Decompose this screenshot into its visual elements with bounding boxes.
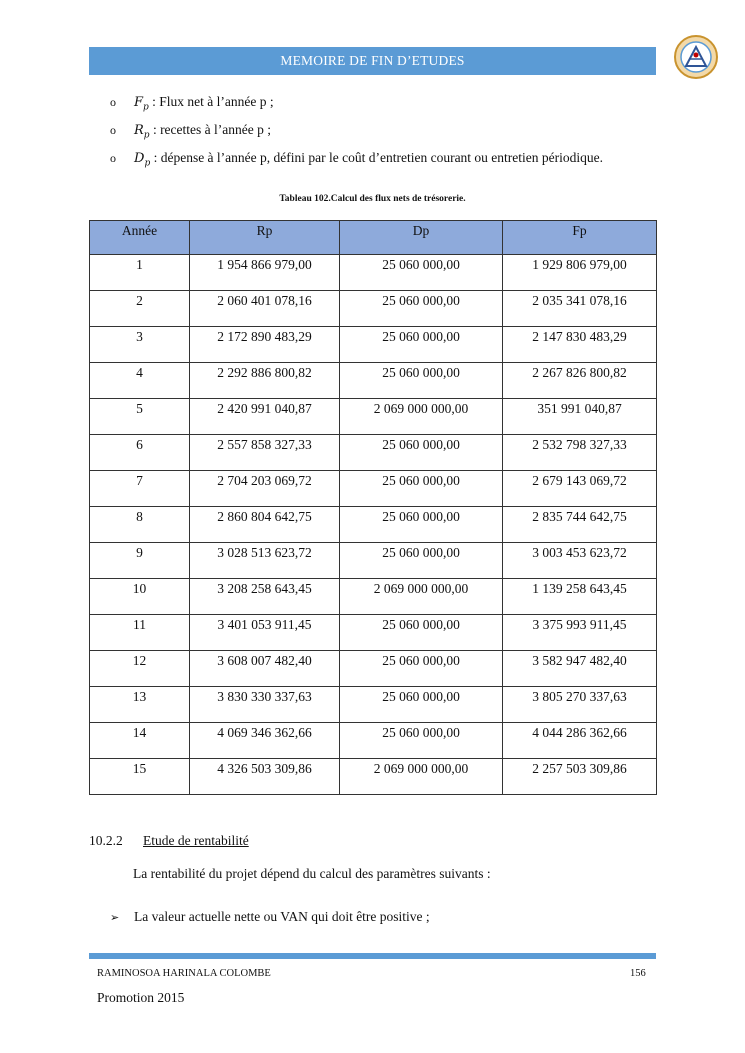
table-row	[90, 363, 657, 399]
table-cell: 1	[90, 255, 190, 291]
table-cell: 25 060 000,00	[340, 507, 503, 543]
table-cell: 2 557 858 327,33	[190, 435, 340, 471]
footer-promotion: Promotion 2015	[97, 990, 185, 1005]
table-cell: 351 991 040,87	[503, 399, 657, 435]
table-cell: 25 060 000,00	[340, 723, 503, 759]
math-symbol: $R_p$	[134, 123, 150, 141]
table-row	[90, 435, 657, 471]
table-cell: 15	[90, 759, 190, 795]
table-cell: 6	[90, 435, 190, 471]
table-row	[90, 723, 657, 759]
table-cell: 8	[90, 507, 190, 543]
table-cell: 3 375 993 911,45	[503, 615, 657, 651]
page-header: MEMOIRE DE FIN D’ETUDES	[89, 47, 656, 75]
table-cell: 2 147 830 483,29	[503, 327, 657, 363]
table-cell: 10	[90, 579, 190, 615]
table-cell: 4 069 346 362,66	[190, 723, 340, 759]
section-title: Etude de rentabilité	[143, 833, 249, 848]
cashflow-table	[89, 220, 657, 795]
circle-bullet-icon: o	[110, 123, 116, 137]
table-cell: 2 860 804 642,75	[190, 507, 340, 543]
table-cell: 25 060 000,00	[340, 471, 503, 507]
table-cell: 4 044 286 362,66	[503, 723, 657, 759]
table-cell: 9	[90, 543, 190, 579]
table-cell: 25 060 000,00	[340, 435, 503, 471]
table-cell: 25 060 000,00	[340, 291, 503, 327]
table-caption: Tableau 102.Calcul des flux nets de trésorerie.	[279, 194, 466, 204]
table-row	[90, 471, 657, 507]
table-cell: 25 060 000,00	[340, 363, 503, 399]
definition-text: : recettes à l’année p ;	[149, 122, 271, 137]
list-item	[110, 909, 430, 925]
footer-divider	[89, 953, 656, 959]
table-cell: 2 069 000 000,00	[340, 399, 503, 435]
table-cell: 14	[90, 723, 190, 759]
definition-text: : Flux net à l’année p ;	[148, 94, 274, 109]
table-cell: 1 929 806 979,00	[503, 255, 657, 291]
column-header-dp: Dp	[340, 221, 503, 255]
table-cell: 11	[90, 615, 190, 651]
table-row	[90, 687, 657, 723]
table-cell: 2 035 341 078,16	[503, 291, 657, 327]
table-cell: 3 401 053 911,45	[190, 615, 340, 651]
list-item-text: La valeur actuelle nette ou VAN qui doit être positive ;	[134, 909, 430, 924]
definition-text: : dépense à l’année p, défini par le coût d’entretien courant ou entretien périodique.	[150, 150, 604, 165]
table-row	[90, 543, 657, 579]
circle-bullet-icon: o	[110, 151, 116, 165]
section-paragraph: La rentabilité du projet dépend du calcul des paramètres suivants :	[133, 866, 491, 881]
table-cell: 2 292 886 800,82	[190, 363, 340, 399]
table-row	[90, 759, 657, 795]
page-number: 156	[630, 968, 646, 979]
table-cell: 5	[90, 399, 190, 435]
table-cell: 2 679 143 069,72	[503, 471, 657, 507]
table-cell: 2 420 991 040,87	[190, 399, 340, 435]
table-row	[90, 291, 657, 327]
footer-author: RAMINOSOA HARINALA COLOMBE	[97, 968, 271, 979]
section-number: 10.2.2	[89, 833, 123, 848]
table-cell: 25 060 000,00	[340, 327, 503, 363]
table-cell: 1 954 866 979,00	[190, 255, 340, 291]
table-cell: 2 069 000 000,00	[340, 759, 503, 795]
table-cell: 12	[90, 651, 190, 687]
math-symbol: $D_p$	[134, 151, 151, 169]
table-cell: 3 208 258 643,45	[190, 579, 340, 615]
table-cell: 3 830 330 337,63	[190, 687, 340, 723]
table-cell: 2 069 000 000,00	[340, 579, 503, 615]
table-cell: 2 257 503 309,86	[503, 759, 657, 795]
section-heading	[89, 833, 249, 849]
column-header-fp: Fp	[503, 221, 657, 255]
column-header-annee: Année	[90, 221, 190, 255]
table-cell: 2 532 798 327,33	[503, 435, 657, 471]
math-symbol: $F_p$	[134, 95, 149, 113]
table-cell: 2 267 826 800,82	[503, 363, 657, 399]
table-cell: 1 139 258 643,45	[503, 579, 657, 615]
table-cell: 25 060 000,00	[340, 687, 503, 723]
table-cell: 25 060 000,00	[340, 651, 503, 687]
table-cell: 3 003 453 623,72	[503, 543, 657, 579]
table-cell: 2	[90, 291, 190, 327]
table-row	[90, 255, 657, 291]
table-cell: 3 608 007 482,40	[190, 651, 340, 687]
table-row	[90, 651, 657, 687]
university-emblem-icon	[672, 33, 720, 81]
table-cell: 2 704 203 069,72	[190, 471, 340, 507]
table-cell: 25 060 000,00	[340, 615, 503, 651]
table-row	[90, 399, 657, 435]
table-cell: 4 326 503 309,86	[190, 759, 340, 795]
column-header-rp: Rp	[190, 221, 340, 255]
table-cell: 2 060 401 078,16	[190, 291, 340, 327]
table-cell: 2 835 744 642,75	[503, 507, 657, 543]
table-row	[90, 507, 657, 543]
table-cell: 7	[90, 471, 190, 507]
arrowhead-bullet-icon: ➢	[110, 911, 120, 924]
circle-bullet-icon: o	[110, 95, 116, 109]
table-cell: 2 172 890 483,29	[190, 327, 340, 363]
table-cell: 4	[90, 363, 190, 399]
table-header-row	[90, 221, 657, 255]
table-cell: 13	[90, 687, 190, 723]
table-cell: 3 805 270 337,63	[503, 687, 657, 723]
table-cell: 3 028 513 623,72	[190, 543, 340, 579]
table-cell: 25 060 000,00	[340, 255, 503, 291]
table-row	[90, 615, 657, 651]
table-cell: 25 060 000,00	[340, 543, 503, 579]
table-cell: 3 582 947 482,40	[503, 651, 657, 687]
table-row	[90, 327, 657, 363]
table-row	[90, 579, 657, 615]
table-cell: 3	[90, 327, 190, 363]
